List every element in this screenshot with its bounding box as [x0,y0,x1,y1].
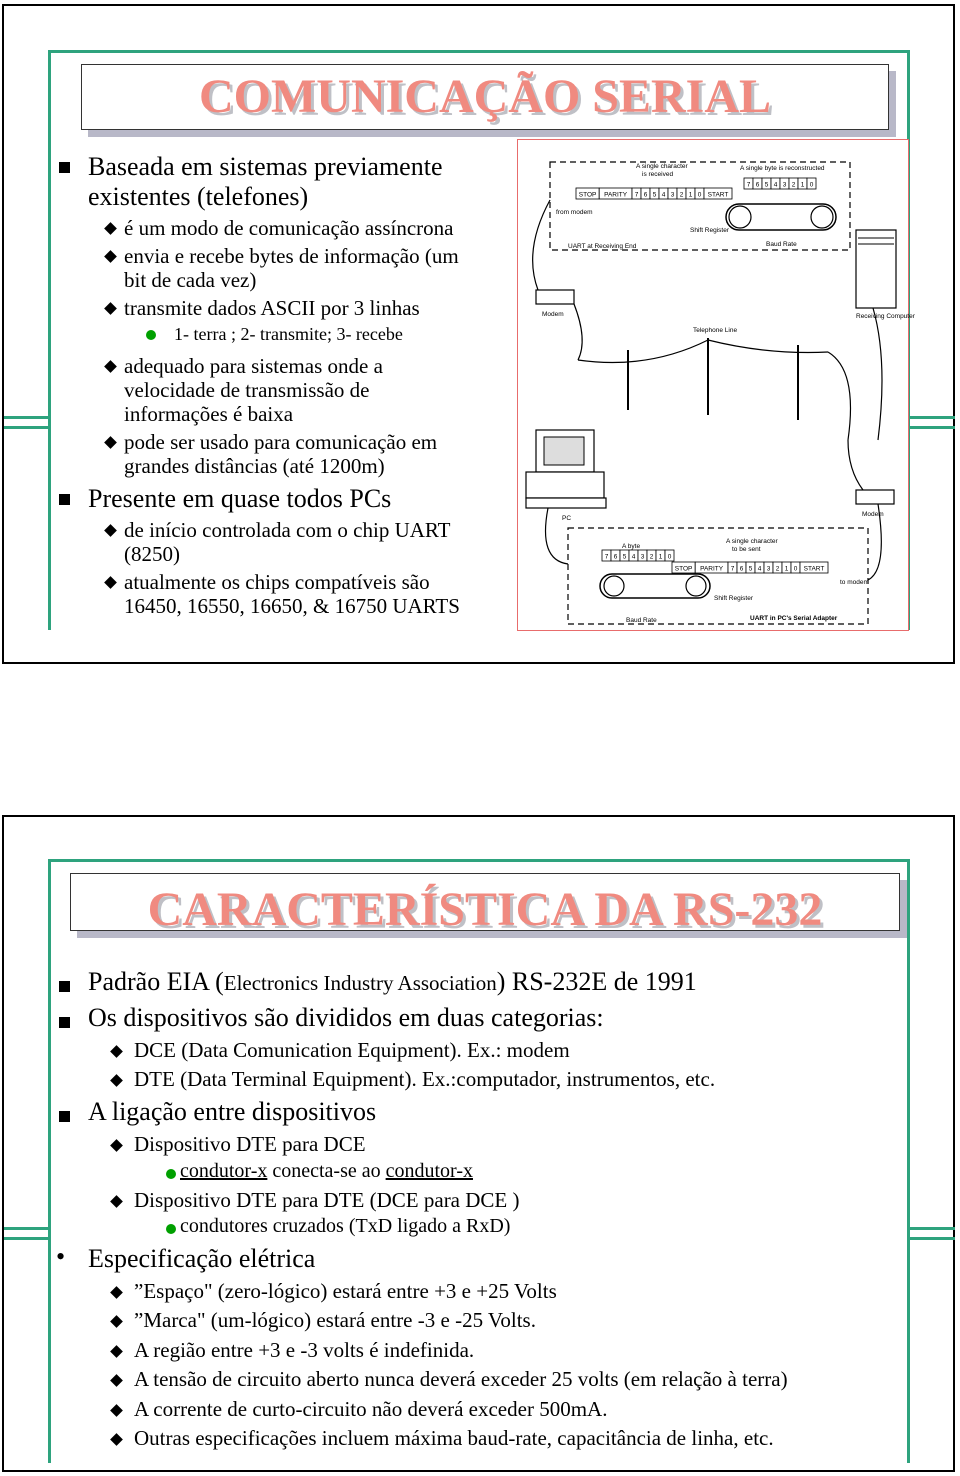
top-byte-cell-text: 1 [800,181,805,189]
bullet-espaco: ”Espaço" (zero-lógico) estará entre +3 e +25 Volts [134,1279,557,1303]
top-byte-cell-text: 4 [773,181,778,189]
top-frame-cell-text: STOP [578,191,597,199]
bullet-marca: ”Marca" (um-lógico) estará entre -3 e -25 Volts. [134,1308,536,1332]
shift-belt-bottom [600,574,710,598]
top-byte-cells [744,178,816,189]
bullet-line: informações é baixa [124,402,294,426]
title-box [70,873,900,936]
top-char-label-1: A single character [636,163,688,170]
bullet-dte-dce: Dispositivo DTE para DCE [134,1132,366,1156]
bullet-list [54,967,904,1467]
modem-label: Modem [542,311,564,318]
green-top-rule [48,859,910,862]
telephone-line-label: Telephone Line [693,327,738,334]
bullet-line: existentes (telefones) [88,182,309,211]
a-byte-label: A byte [622,543,641,550]
bullet-corrente: A corrente de curto-circuito não deverá exceder 500mA. [134,1397,608,1421]
bullet-line: Baseada em sistemas previamente [88,152,443,181]
bullet-line: bit de cada vez) [124,268,257,292]
bullet-cruzados: condutores cruzados (TxD ligado a RxD) [180,1215,511,1237]
green-side-stripe [910,1227,955,1230]
diamond-bullet [110,1074,123,1087]
diamond-bullet [110,1139,123,1152]
bullet-tensao: A tensão de circuito aberto nunca deverá exceder 25 volts (em relação à terra) [134,1367,788,1391]
bottom-byte-cell-text: 6 [613,553,618,561]
top-byte-cell-text: 7 [746,181,751,189]
bullet-line: é um modo de comunicação assíncrona [124,216,454,240]
pc-base-icon [526,472,604,498]
bullet-line: 1- terra ; 2- transmite; 3- recebe [174,324,403,344]
modem-icon [536,290,574,304]
bullet-line: pode ser usado para comunicação em [124,430,438,454]
top-frame-cell-text: 3 [670,191,675,199]
bullet-dce: DCE (Data Comunication Equipment). Ex.: modem [134,1038,570,1062]
top-char-label-2: is received [642,171,674,178]
bullet-dispositivos: Os dispositivos são divididos em duas categorias: [88,1003,604,1032]
diamond-bullet [104,222,117,235]
diamond-bullet [104,576,117,589]
pc-label: PC [562,515,572,522]
diamond-bullet [110,1315,123,1328]
bottom-frame-cell-text: 7 [730,565,735,573]
diamond-bullet [104,436,117,449]
modem-cable [533,200,550,290]
top-frame-cells [576,188,732,199]
telephone-line [578,340,828,363]
diamond-bullet [110,1045,123,1058]
modem-label-bottom: Modem [862,511,884,518]
top-byte-cell-text: 0 [809,181,814,189]
bottom-byte-cell-text: 3 [640,553,645,561]
bullet-line: grandes distâncias (até 1200m) [124,454,385,478]
square-bullet [59,981,70,992]
bottom-byte-cells [602,550,674,561]
top-byte-cell-text: 2 [791,181,796,189]
bullet-padrao-eia: Padrão EIA (Electronics Industry Association) RS-232E de 1991 [88,967,697,996]
uart-receiving-label: UART at Receiving End [568,243,637,250]
bullet-especificacao: Especificação elétrica [88,1244,316,1273]
square-bullet [59,1111,70,1122]
slide-title: COMUNICAÇÃO SERIAL [198,70,772,123]
bottom-char-label-1: A single character [726,538,778,545]
bottom-byte-cell-text: 1 [658,553,663,561]
green-right-rule [907,859,910,1463]
bullet-condutor: condutor-x conecta-se ao condutor-x [180,1160,473,1182]
bullet-line: 16450, 16550, 16650, & 16750 UARTS [124,594,460,618]
baud-rate-label: Baud Rate [766,241,797,248]
bottom-byte-cell-text: 5 [622,553,627,561]
green-side-stripe [910,1237,955,1240]
slide-title: CARACTERÍSTICA DA RS-232 [147,883,823,936]
bullet-line: envia e recebe bytes de informação (um [124,244,459,268]
top-frame-cell-text: 1 [688,191,693,199]
top-frame-cell-text: 2 [679,191,684,199]
receiving-computer-label: Receiving Computer [856,313,915,320]
belt-wheel [811,206,833,228]
square-bullet [59,1017,70,1028]
bullet-line: Presente em quase todos PCs [88,484,392,513]
bottom-frame-cell-text: PARITY [700,565,724,573]
diamond-bullet [110,1345,123,1358]
dot-bullet [166,1224,176,1234]
shift-register-label: Shift Register [690,227,730,234]
bullet-line: velocidade de transmissão de [124,378,370,402]
green-left-rule [48,50,51,630]
diamond-bullet [104,250,117,263]
bottom-byte-cell-text: 0 [667,553,672,561]
square-bullet [59,162,70,173]
square-bullet [59,494,70,505]
dot-bullet [166,1169,176,1179]
bullet-line: de início controlada com o chip UART [124,518,451,542]
bullet-dte: DTE (Data Terminal Equipment). Ex.:computador, instrumentos, etc. [134,1067,716,1091]
bottom-frame-cell-text: 3 [766,565,771,573]
serial-communication-diagram [517,139,915,631]
uart-pc-label: UART in PC's Serial Adapter [750,615,838,622]
green-side-stripe [4,1237,48,1240]
green-top-rule [48,50,910,53]
bottom-frame-cell-text: 5 [748,565,753,573]
slide-comunicacao-serial [2,4,955,664]
diamond-bullet [110,1433,123,1446]
top-frame-cell-text: 7 [634,191,639,199]
bottom-frame-cell-text: 2 [775,565,780,573]
bottom-byte-cell-text: 4 [631,553,636,561]
bottom-byte-cell-text: 2 [649,553,654,561]
diamond-bullet [110,1404,123,1417]
bullet-line: (8250) [124,542,180,566]
diagram-drawing [518,140,915,630]
bottom-frame-cell-text: 6 [739,565,744,573]
bullet-line: atualmente os chips compatíveis são [124,570,430,594]
bullet-ligacao: A ligação entre dispositivos [88,1097,377,1126]
bullet-line: adequado para sistemas onde a [124,354,383,378]
top-frame-cell-text: 4 [661,191,666,199]
to-modem-label: to modem [840,579,869,586]
top-frame-cell-text: PARITY [604,191,628,199]
round-bullet: • [56,1242,66,1271]
green-side-stripe [4,1227,48,1230]
bottom-frame-cell-text: 4 [757,565,762,573]
green-side-stripe [910,426,955,429]
green-side-stripe [4,416,48,419]
bottom-frame-cell-text: 1 [784,565,789,573]
dot-bullet [146,330,156,340]
top-frame-cell-text: 6 [643,191,648,199]
green-side-stripe [4,426,48,429]
title-box [81,64,889,130]
top-frame-cell-text: 0 [697,191,702,199]
pc-keyboard-icon [526,498,606,508]
diamond-bullet [104,360,117,373]
top-frame-cell-text: START [707,191,729,199]
top-byte-label: A single byte is reconstructed [740,165,825,172]
green-side-stripe [910,416,955,419]
bullet-list [54,146,524,636]
top-frame-cell-text: 5 [652,191,657,199]
from-modem-label: from modem [556,209,593,216]
bottom-frame-cell-text: START [803,565,825,573]
green-left-rule [48,859,51,1463]
bottom-frame-cell-text: STOP [674,565,693,573]
bullet-line: transmite dados ASCII por 3 linhas [124,296,420,320]
bottom-byte-cell-text: 7 [604,553,609,561]
top-byte-cell-text: 6 [755,181,760,189]
slide-caracteristica-rs232 [2,815,955,1472]
baud-rate-label-bottom: Baud Rate [626,617,657,624]
diamond-bullet [110,1374,123,1387]
shift-belt [726,204,836,230]
receiving-computer-icon [856,230,896,308]
top-byte-cell-text: 3 [782,181,787,189]
modem-icon [856,490,894,504]
shift-register-label-bottom: Shift Register [714,595,754,602]
diamond-bullet [104,302,117,315]
bottom-frame-cell-text: 0 [793,565,798,573]
top-byte-cell-text: 5 [764,181,769,189]
diamond-bullet [110,1195,123,1208]
bottom-frame-cells [672,562,828,573]
bottom-char-label-2: to be sent [732,546,761,553]
bullet-outras: Outras especificações incluem máxima baud-rate, capacitância de linha, etc. [134,1426,774,1450]
bullet-dte-dte: Dispositivo DTE para DTE (DCE para DCE ) [134,1188,520,1212]
bullet-regiao: A região entre +3 e -3 volts é indefinida. [134,1338,475,1362]
belt-wheel [729,206,751,228]
diamond-bullet [110,1286,123,1299]
diamond-bullet [104,524,117,537]
